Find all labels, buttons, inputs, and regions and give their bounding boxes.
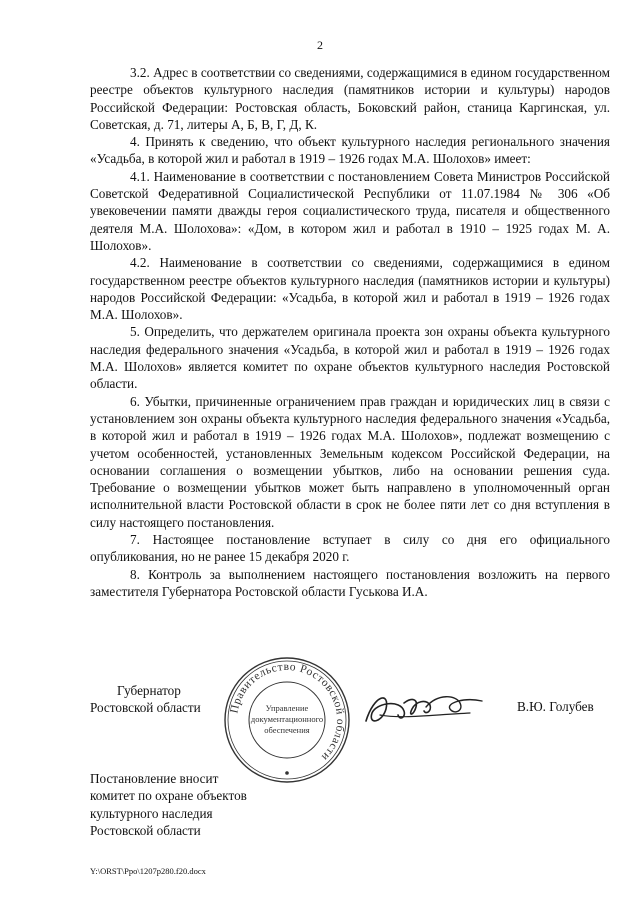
governor-title-line2: Ростовской области [90,700,201,716]
paragraph-5: 5. Определить, что держателем оригинала проекта зон охраны объекта культурного наследия федерального значения «Усадьба, в которой жил и работал в 1919 – 1926 годах М.А. Шолохов» является комитет по охране объектов культурного наследия Ростовской области. [90,324,610,392]
introduced-by-line1: Постановление вносит [90,771,219,786]
governor-title [90,682,230,717]
official-seal-icon [222,655,352,785]
paragraph-4: 4. Принять к сведению, что объект культурного наследия регионального значения «Усадьба, в которой жил и работал в 1919 – 1926 годах М.А. Шолохов» имеет: [90,134,610,167]
seal-ring-text: Правительство Ростовской области [228,660,347,764]
governor-title-line1: Губернатор [117,683,181,698]
introduced-by-line2: комитет по охране объектов [90,788,247,804]
handwritten-signature-icon [360,685,490,735]
signature-block [0,655,640,775]
seal-center-line3: обеспечения [264,725,310,735]
seal-center-line2: документационного [250,714,324,724]
document-body [90,64,610,600]
seal-center-line1: Управление [265,703,309,713]
file-path: Y:\ORST\Ppo\1207p280.f20.docx [90,866,206,876]
paragraph-4-2: 4.2. Наименование в соответствии со сведениями, содержащимися в едином государственном реестре объектов культурного наследия (памятников истории и культуры) народов Российской Федерации: «Усадьба, в которой жил и работал в 1919 – 1926 годах М.А. Шолохов». [90,255,610,323]
paragraph-7: 7. Настоящее постановление вступает в силу со дня его официального опубликования, но не ранее 15 декабря 2020 г. [90,532,610,565]
paragraph-4-1: 4.1. Наименование в соответствии с постановлением Совета Министров Российской Советской Федеративной Социалистической Республики от 11.07.1984 № 306 «Об увековечении памяти дважды героя социалистического труда, писателя и общественного деятеля М.А. Шолохова»: «Дом, в котором жил и работал в 1910 – 1925 годах М. А. Шолохов». [90,168,610,253]
introduced-by-line3: культурного наследия [90,805,213,821]
signer-name: В.Ю. Голубев [517,699,594,714]
paragraph-6: 6. Убытки, причиненные ограничением прав граждан и юридических лиц в связи с установлением зон охраны объекта культурного наследия федерального значения «Усадьба, в которой жил и работал в 1919 – 1926 годах М.А. Шолохов», подлежат возмещению с учетом особенностей, установленных Земельным кодексом Российской Федерации, на основании соглашения о возмещении убытков, либо на основании решения суда. Требование о возмещении убытков может быть направлено в уполномоченный орган исполнительной власти Ростовской области в срок не более пяти лет со дня вступления в силу настоящего постановления. [90,393,610,530]
introduced-by-block [90,770,350,839]
paragraph-3-2: 3.2. Адрес в соответствии со сведениями, содержащимися в едином государственном реестре объектов культурного наследия (памятников истории и культуры) народов Российской Федерации: Ростовская область, Боковский район, станица Каргинская, ул. Советская, д. 71, литеры А, Б, В, Г, Д, К. [90,65,610,132]
page-number: 2 [317,38,323,52]
introduced-by-line4: Ростовской области [90,822,201,838]
paragraph-8: 8. Контроль за выполнением настоящего постановления возложить на первого заместителя Губернатора Ростовской области Гуськова И.А. [90,566,610,599]
